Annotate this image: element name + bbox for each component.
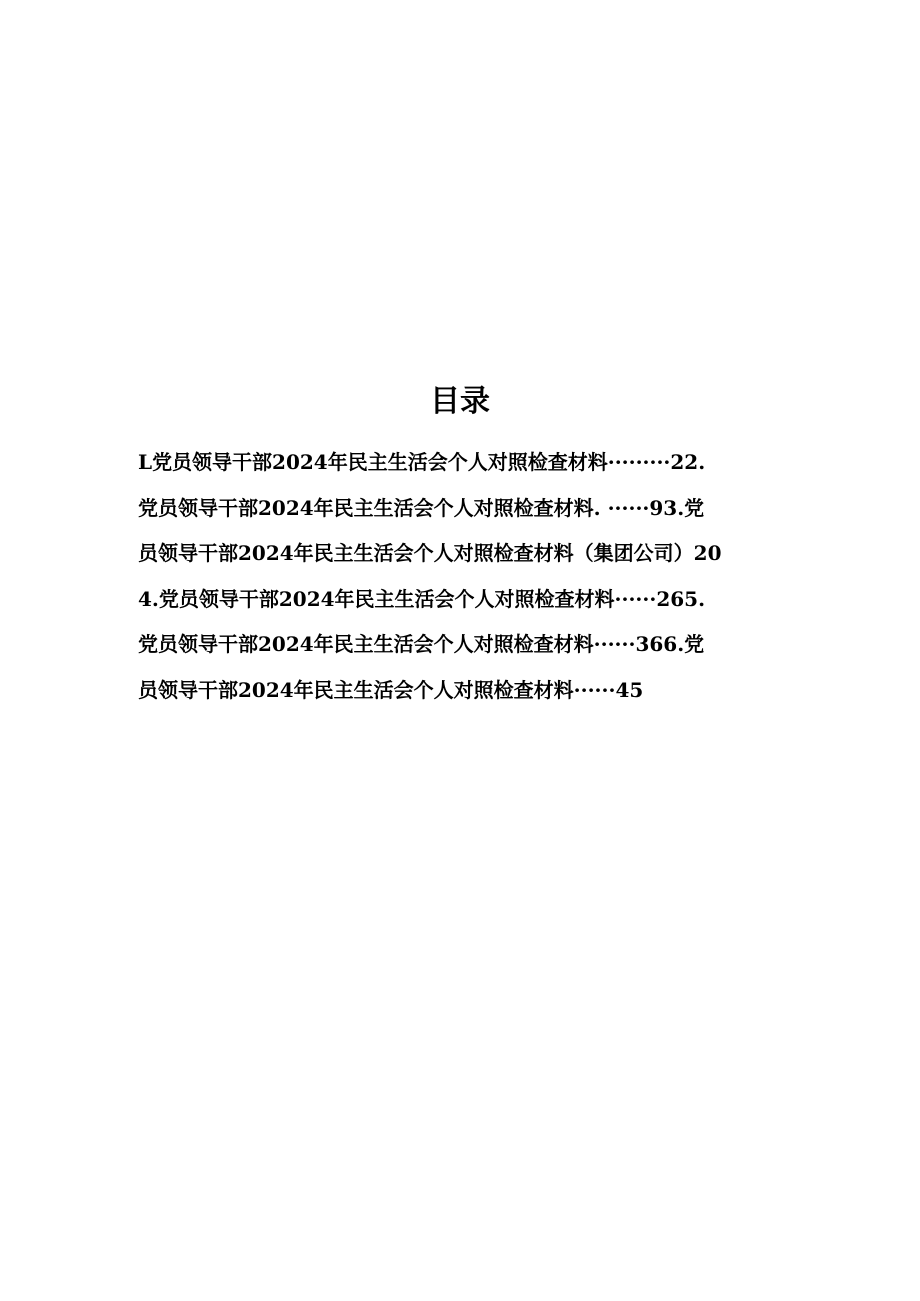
toc-line: L党员领导干部2024年民主生活会个人对照检查材料·········22. xyxy=(138,450,706,474)
toc-line: 员领导干部2024年民主生活会个人对照检查材料······45 xyxy=(138,677,644,702)
toc-line: 党员领导干部2024年民主生活会个人对照检查材料······366.党 xyxy=(138,632,705,656)
toc-line: 4.党员领导干部2024年民主生活会个人对照检查材料······265. xyxy=(138,586,706,611)
toc-list xyxy=(138,440,778,713)
toc-line: 员领导干部2024年民主生活会个人对照检查材料（集团公司）20 xyxy=(138,541,722,565)
toc-line: 党员领导干部2024年民主生活会个人对照检查材料. ······93.党 xyxy=(138,495,705,520)
toc-title: 目录 xyxy=(430,384,490,419)
